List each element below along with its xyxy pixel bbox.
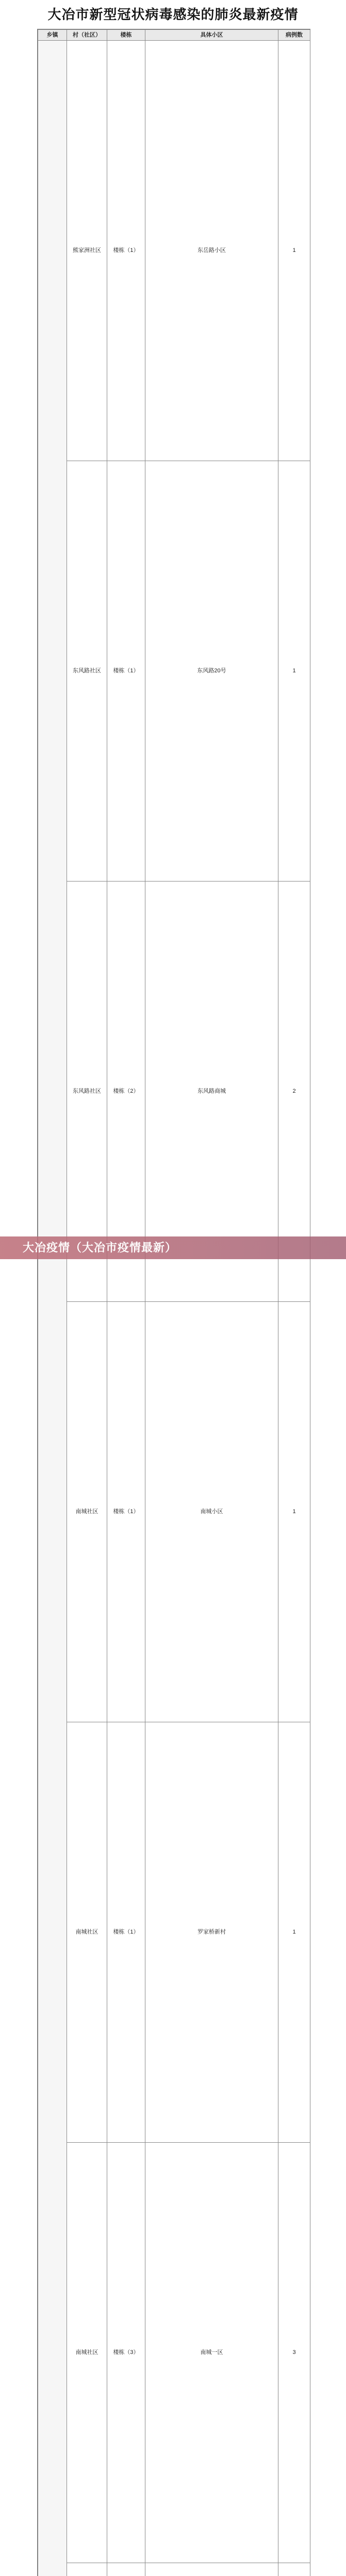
building-cell: 楼栋（1）	[107, 1302, 145, 1722]
address-cell: 罗家桥新村	[145, 1722, 278, 2143]
building-cell: 楼栋（2）	[107, 882, 145, 1302]
building-cell: 楼栋（3）	[107, 2143, 145, 2563]
village-cell	[67, 2563, 107, 2576]
village-cell: 南城社区	[67, 1302, 107, 1722]
table-body	[38, 41, 310, 2576]
count-cell: 3	[278, 2143, 310, 2563]
address-cell	[145, 2563, 278, 2576]
table-row	[38, 2563, 310, 2576]
count-cell: 1	[278, 41, 310, 461]
building-cell: 楼栋（1）	[107, 41, 145, 461]
case-table	[38, 29, 310, 2576]
case-table-wrapper	[37, 29, 310, 2576]
address-cell: 南城一区	[145, 2143, 278, 2563]
header-town: 乡镇	[38, 30, 67, 41]
village-cell: 熊家洲社区	[67, 41, 107, 461]
address-cell: 南城小区	[145, 1302, 278, 1722]
count-cell: 2	[278, 882, 310, 1302]
count-cell: 1	[278, 1722, 310, 2143]
building-cell: 楼栋（1）	[107, 461, 145, 882]
address-cell: 东风路20号	[145, 461, 278, 882]
count-cell	[278, 2563, 310, 2576]
document-title: 大冶市新型冠状病毒感染的肺炎最新疫情	[0, 4, 346, 25]
table-row	[38, 2143, 310, 2563]
table-header-row	[38, 30, 310, 41]
overlay-banner	[0, 1236, 346, 1259]
building-cell	[107, 2563, 145, 2576]
building-cell: 楼栋（1）	[107, 1722, 145, 2143]
village-cell: 东风路社区	[67, 461, 107, 882]
address-cell: 东风路商城	[145, 882, 278, 1302]
town-cell	[38, 41, 67, 2576]
header-address: 具体小区	[145, 30, 278, 41]
header-count: 病例数	[278, 30, 310, 41]
header-building: 楼栋	[107, 30, 145, 41]
address-cell: 东岳路小区	[145, 41, 278, 461]
header-village: 村（社区）	[67, 30, 107, 41]
village-cell: 南城社区	[67, 2143, 107, 2563]
count-cell: 1	[278, 1302, 310, 1722]
village-cell: 南城社区	[67, 1722, 107, 2143]
banner-text: 大冶疫情（大冶市疫情最新）	[23, 1236, 177, 1259]
table-row	[38, 461, 310, 882]
village-cell: 东风路社区	[67, 882, 107, 1302]
table-row	[38, 1302, 310, 1722]
table-row	[38, 41, 310, 461]
count-cell: 1	[278, 461, 310, 882]
table-row	[38, 1722, 310, 2143]
